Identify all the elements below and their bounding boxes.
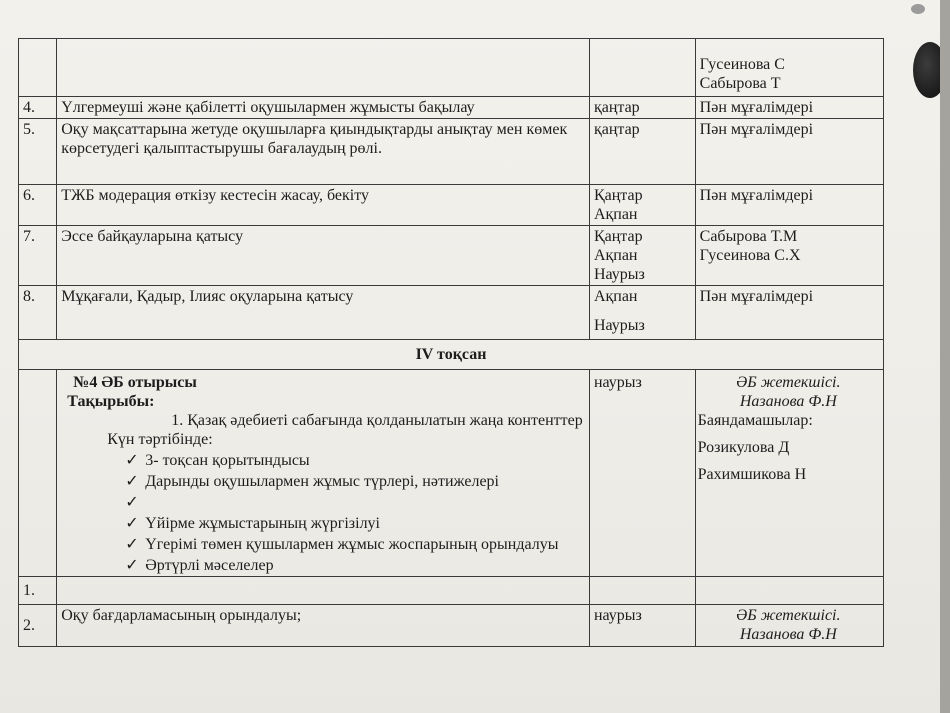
leader-role: ӘБ жетекшісі. <box>736 374 841 391</box>
speaker-name: Рахимшикова Н <box>697 466 807 483</box>
meeting-row <box>19 370 884 577</box>
task-text: Оқу бағдарламасының орындалуы; <box>57 605 590 647</box>
table-row <box>19 577 884 605</box>
table-row <box>19 605 884 647</box>
responsible: Пән мұғалімдері <box>695 97 883 119</box>
deadline: Ақпан <box>593 206 638 223</box>
task-text: Оқу мақсаттарына жетуде оқушыларға қиындықтарды анықтау мен көмек көрсетудегі қалыптастырушы бағалаудың рөлі. <box>57 119 590 185</box>
responsible-name: Сабырова Т.М <box>699 228 798 245</box>
table-row <box>19 286 884 340</box>
work-plan-table <box>18 38 884 647</box>
responsible <box>695 577 883 605</box>
table-row <box>19 226 884 286</box>
deadline: Ақпан <box>593 288 638 305</box>
deadline <box>589 577 695 605</box>
agenda-item: ✓ Әртүрлі мәселелер <box>61 556 585 575</box>
table-row <box>19 185 884 226</box>
deadline: Қаңтар <box>593 187 643 204</box>
responsible-name: Гусеинова С <box>699 56 785 73</box>
task-text <box>57 577 590 605</box>
deadline: наурыз <box>589 605 695 647</box>
task-text: Мұқағали, Қадыр, Ілияс оқуларына қатысу <box>57 286 590 340</box>
row-number: 5. <box>19 119 57 185</box>
agenda-label: Күн тәртібінде: <box>107 431 213 448</box>
meeting-date: наурыз <box>589 370 695 577</box>
speaker-name: Розикулова Д <box>697 439 790 456</box>
agenda-item: ✓ 3- тоқсан қорытындысы <box>61 451 585 470</box>
table-row <box>19 119 884 185</box>
responsible: Пән мұғалімдері <box>695 119 883 185</box>
responsible-name: Гусеинова С.Х <box>699 247 801 264</box>
paper-edge <box>940 0 950 713</box>
leader-role: ӘБ жетекшісі. <box>736 607 841 624</box>
task-text: Эссе байқауларына қатысу <box>57 226 590 286</box>
responsible-name: Сабырова Т <box>699 75 781 92</box>
speakers-label: Баяндамашылар: <box>697 412 813 429</box>
deadline: қаңтар <box>589 119 695 185</box>
table-row <box>19 97 884 119</box>
deadline: Ақпан <box>593 247 638 264</box>
row-number: 1. <box>19 577 57 605</box>
responsible: Пән мұғалімдері <box>695 185 883 226</box>
row-number: 7. <box>19 226 57 286</box>
meeting-title: №4 ӘБ отырысы <box>73 374 197 391</box>
deadline: Наурыз <box>593 317 645 334</box>
leader-name: Назанова Ф.Н <box>739 626 837 643</box>
task-text: Үлгермеуші және қабілетті оқушылармен жұмысты бақылау <box>57 97 590 119</box>
paper-corner-mark <box>911 4 925 14</box>
agenda-item: ✓ Үгерімі төмен қушылармен жұмыс жоспарының орындалуы <box>61 535 585 554</box>
agenda-item: ✓ Үйірме жұмыстарының жүргізілуі <box>61 514 585 533</box>
task-text: ТЖБ модерация өткізу кестесін жасау, бекіту <box>57 185 590 226</box>
row-number: 4. <box>19 97 57 119</box>
topic-label: Тақырыбы: <box>67 393 155 410</box>
section-header-row <box>19 340 884 370</box>
table-row <box>19 39 884 97</box>
responsible: Пән мұғалімдері <box>695 286 883 340</box>
row-number: 2. <box>19 605 57 647</box>
leader-name: Назанова Ф.Н <box>739 393 837 410</box>
row-number: 6. <box>19 185 57 226</box>
topic-item: 1. Қазақ әдебиеті сабағында қолданылатын жаңа контенттер <box>171 412 583 429</box>
section-title: IV тоқсан <box>19 340 884 370</box>
deadline: қаңтар <box>589 97 695 119</box>
deadline: Наурыз <box>593 266 645 283</box>
agenda-item <box>61 493 585 512</box>
deadline: Қаңтар <box>593 228 643 245</box>
row-number: 8. <box>19 286 57 340</box>
agenda-item: ✓ Дарынды оқушылармен жұмыс түрлері, нәтижелері <box>61 472 585 491</box>
